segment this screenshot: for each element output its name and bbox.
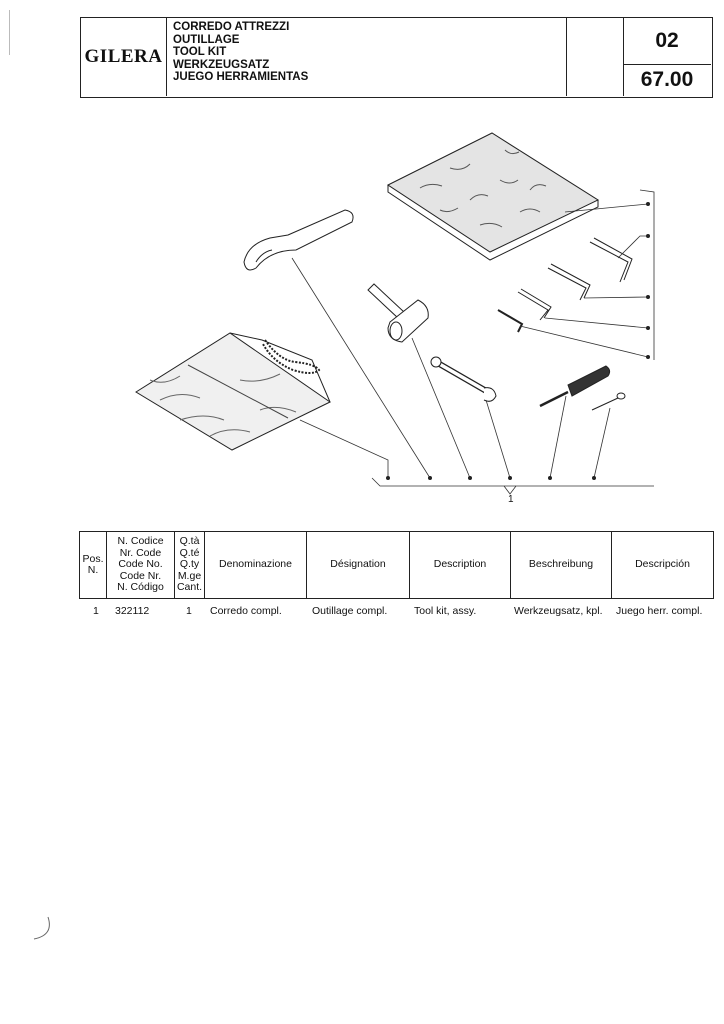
- header-text: N. Código: [117, 581, 164, 594]
- open-end-spanner: [431, 357, 496, 401]
- allen-key-tiny: [498, 310, 522, 332]
- allen-key-small: [518, 289, 551, 320]
- title-de: WERKZEUGSATZ: [173, 58, 270, 71]
- tool-bag: [136, 333, 330, 450]
- header-text: N.: [87, 564, 99, 576]
- header-text: M.ge: [177, 569, 202, 582]
- header-text: Pos.: [82, 552, 104, 565]
- header-text: Cant.: [176, 581, 203, 594]
- screwdriver: [540, 366, 610, 406]
- row-it: Corredo compl.: [210, 605, 282, 617]
- header-text: Code No.: [118, 558, 163, 571]
- page-number: 67.00: [640, 68, 694, 91]
- hook-spanner: [244, 210, 353, 270]
- parts-table-header: [79, 531, 714, 599]
- row-fr: Outillage compl.: [312, 605, 388, 617]
- allen-key-medium: [548, 264, 590, 300]
- header-text: Nr. Code: [119, 546, 162, 559]
- row-qty: 1: [186, 605, 192, 617]
- header-text: Code Nr.: [119, 569, 162, 582]
- row-en: Tool kit, assy.: [414, 605, 477, 617]
- col-fr: Désignation: [307, 532, 410, 598]
- callout-label: 1: [508, 494, 514, 505]
- col-en: Description: [410, 532, 511, 598]
- spark-plug-gauge: [592, 393, 625, 410]
- title-it: CORREDO ATTREZZI: [173, 21, 290, 33]
- header-text: N. Codice: [117, 535, 164, 548]
- col-es: Descripción: [635, 558, 690, 571]
- box-spanner: [368, 284, 428, 342]
- allen-key-large: [590, 238, 632, 282]
- row-de: Werkzeugsatz, kpl.: [514, 605, 603, 617]
- row-code: 322112: [115, 605, 150, 617]
- title-fr: OUTILLAGE: [173, 33, 240, 46]
- header-text: Q.ty: [179, 558, 200, 571]
- title-en: TOOL KIT: [173, 46, 227, 59]
- col-pos: [80, 532, 107, 598]
- title-es: JUEGO HERRAMIENTAS: [173, 71, 309, 84]
- col-it: Denominazione: [205, 532, 307, 598]
- group-number: 02: [623, 18, 711, 65]
- header-text: Q.tà: [179, 535, 200, 548]
- header-text: Q.té: [179, 546, 200, 559]
- row-pos: 1: [93, 605, 99, 617]
- cloth: [388, 133, 598, 260]
- row-es: Juego herr. compl.: [616, 605, 703, 617]
- scan-mark: [28, 915, 58, 945]
- col-code: [107, 532, 175, 598]
- brand-logo: GILERA: [81, 18, 167, 96]
- col-qty: [175, 532, 205, 598]
- col-de: Beschreibung: [511, 532, 612, 598]
